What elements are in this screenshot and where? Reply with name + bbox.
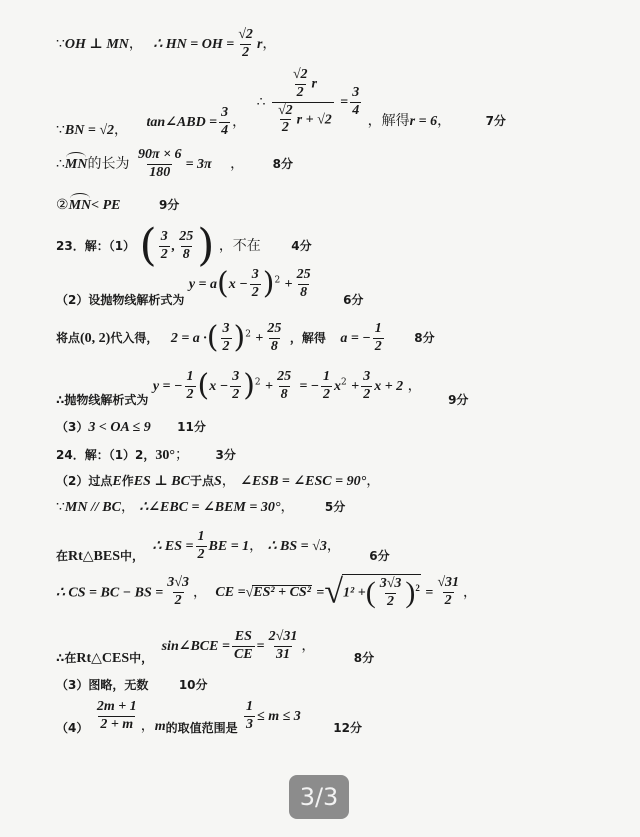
big-fraction: $\frac{√2}{2}$ r $\frac{√2}{2}$ r + √2 [272,68,334,136]
frac: $\frac{3}{4}$ [352,85,360,118]
q24-part4: （4） $\frac{2m + 1}{2 + m}$ ，m的取值范围是 $\frac{1}{3}$ ≤ m ≤ 3 12分 [56,699,362,736]
q24-triangle-bes: 在Rt△BES中， ∴ ES = $\frac{1}{2}$ BE = 1， ∴ BS = √3， 6分 [56,529,390,565]
score: 7分 [485,113,506,128]
frac: $\frac{√2}{2}$ [238,27,253,60]
line-bn-tan: ∵BN = √2， tan∠ABD = $\frac{3}{4}$ ， ∴ $\frac{√2}{2}$ r $\frac{√2}{2}$ r + √2 = $\frac{3}{4}$ ，解得r = 6， 7分 [56,67,506,138]
score: 10分 [178,678,208,692]
line-oh-perp: ∵OH ⊥ MN， ∴ HN = OH = $\frac{√2}{2}$ r， [56,27,277,60]
q24-part1: 24．解：（1）2，30°； 3分 [56,447,236,463]
q23-substitute: 将点(0, 2)代入得， 2 = a ·( $\frac{3}{2}$ )$^2$ + $\frac{25}{8}$ ，解得 a = − $\frac{1}{2}$ 8分 [56,320,435,356]
score: 8分 [353,651,375,666]
page-indicator-badge: 3/3 [289,775,349,819]
line-arc-length: ∴MN的长为 $\frac{90\pi \times 6}{180}$ = 3π ， 8分 [56,147,293,180]
score: 5分 [324,500,346,514]
line-arc-compare: ②MN< PE 9分 [56,197,180,213]
q24-part2: （2）过点E作ES ⊥ BC于点S， ∠ESB = ∠ESC = 90°， [56,473,381,489]
score: 4分 [291,239,312,253]
score: 6分 [343,293,364,308]
score: 8分 [272,157,293,172]
score: 12分 [333,721,362,736]
frac: $\frac{3}{4}$ [221,105,229,138]
score: 11分 [177,420,206,434]
score: 9分 [448,393,469,408]
score: 6分 [369,549,390,564]
q23-parabola: ∴抛物线解析式为 y = − $\frac{1}{2}$ (x − $\frac{3}{2}$ )$^2$ + $\frac{25}{8}$ = − $\frac{1}{2}$ $x^2$ + $\frac{3}{2}$ x + 2 ， 9分 [56,368,469,408]
q23-part3: （3）3 < OA ≤ 9 11分 [56,420,206,435]
q23-part2: （2）设抛物线解析式为 y = a(x − $\frac{3}{2}$ )$^2$ + $\frac{25}{8}$ 6分 [56,266,364,308]
q23-part1: 23．解：（1） ( $\frac{3}{2}$ , $\frac{25}{8}$ ) ，不在 4分 [56,220,312,271]
q24-parallel: ∵MN // BC， ∴∠EBC = ∠BEM = 30°， 5分 [56,499,346,515]
q24-cs-ce: ∴ CS = BC − BS = $\frac{3√3}{2}$ ， CE =√ES² + CS² =√1² +( $\frac{3√3}{2}$ )$^2$ = $\frac{√31}{2}$ ， [56,573,477,611]
frac: $\frac{90\pi \times 6}{180}$ [137,147,182,180]
score: 3分 [215,448,236,462]
q24-sin: ∴在Rt△CES中， sin∠BCE = $\frac{ES}{CE}$ = $\frac{2√31}{31}$ ， 8分 [56,629,375,667]
score: 8分 [414,331,435,346]
q24-part3: （3）图略，无数 10分 [56,678,208,692]
score: 9分 [158,198,180,212]
